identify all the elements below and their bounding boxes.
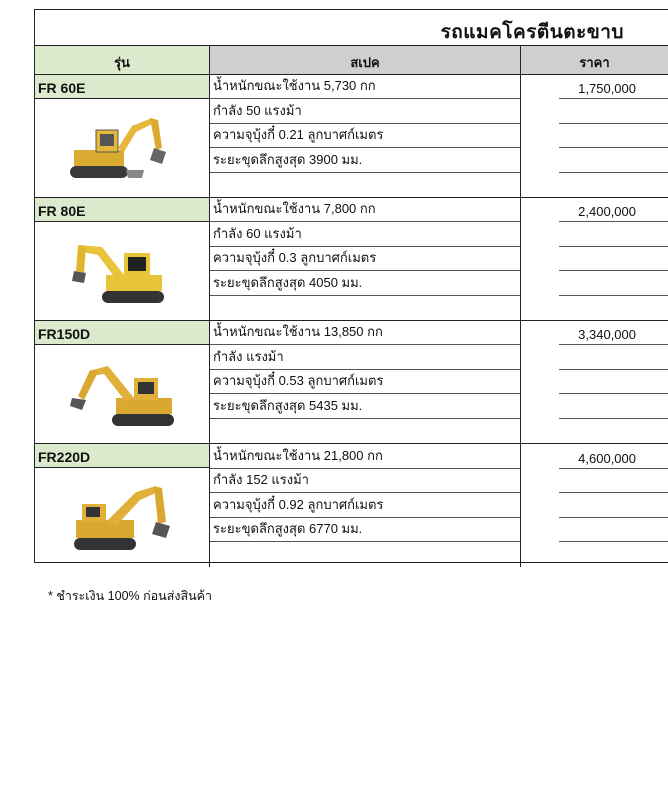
- model-cell: [35, 198, 210, 320]
- spec-line: น้ำหนักขณะใช้งาน 13,850 กก: [210, 321, 520, 345]
- excavator-image: [35, 99, 209, 197]
- excavator-image: [35, 222, 209, 320]
- model-header: รุ่น: [35, 46, 210, 74]
- price-blank: [559, 542, 668, 567]
- spec-line: ระยะขุดลึกสูงสุด 4050 มม.: [210, 271, 520, 295]
- spec-cell: [210, 321, 521, 443]
- model-name: FR 60E: [35, 75, 209, 99]
- price-cell: [521, 321, 668, 443]
- spec-line: ระยะขุดลึกสูงสุด 6770 มม.: [210, 518, 520, 543]
- price-blank: [559, 271, 668, 295]
- price-sheet: [34, 9, 668, 563]
- spec-line: กำลัง 50 แรงม้า: [210, 99, 520, 123]
- price-blank: [559, 247, 668, 271]
- price-blank: [559, 124, 668, 148]
- excavator-icon: [62, 108, 182, 188]
- product-row-fr80e: [35, 198, 668, 321]
- price-blank: [559, 370, 668, 394]
- spec-line: น้ำหนักขณะใช้งาน 5,730 กก: [210, 75, 520, 99]
- spec-header: สเปค: [210, 46, 521, 74]
- header-row: [35, 46, 668, 75]
- excavator-icon: [62, 231, 182, 311]
- product-row-fr150d: [35, 321, 668, 444]
- spec-line: กำลัง แรงม้า: [210, 345, 520, 369]
- excavator-image: [35, 468, 209, 567]
- excavator-image: [35, 345, 209, 443]
- price-blank: [559, 394, 668, 418]
- spec-line: ความจุบุ้งกี๋ 0.3 ลูกบาศก์เมตร: [210, 247, 520, 271]
- price-value: 2,400,000: [559, 198, 668, 222]
- spec-line: น้ำหนักขณะใช้งาน 7,800 กก: [210, 198, 520, 222]
- spec-cell: [210, 75, 521, 197]
- price-value: 1,750,000: [559, 75, 668, 99]
- price-blank: [559, 419, 668, 443]
- spec-line: ความจุบุ้งกี๋ 0.21 ลูกบาศก์เมตร: [210, 124, 520, 148]
- model-name: FR150D: [35, 321, 209, 345]
- product-row-fr60e: [35, 75, 668, 198]
- price-blank: [559, 493, 668, 518]
- price-header: ราคา: [521, 46, 668, 74]
- spec-line: [210, 542, 520, 567]
- model-cell: [35, 75, 210, 197]
- spec-line: [210, 296, 520, 320]
- excavator-icon: [62, 354, 182, 434]
- price-value: 4,600,000: [559, 444, 668, 469]
- price-cell: [521, 444, 668, 567]
- price-blank: [559, 222, 668, 246]
- price-blank: [559, 99, 668, 123]
- model-cell: [35, 321, 210, 443]
- price-blank: [559, 148, 668, 172]
- spec-cell: [210, 444, 521, 567]
- spec-line: ระยะขุดลึกสูงสุด 3900 มม.: [210, 148, 520, 172]
- title-row: [35, 10, 668, 46]
- product-row-fr220d: [35, 444, 668, 567]
- model-name: FR 80E: [35, 198, 209, 222]
- model-name: FR220D: [35, 444, 209, 468]
- payment-note: * ชำระเงิน 100% ก่อนส่งสินค้า: [48, 589, 213, 603]
- price-blank: [559, 469, 668, 494]
- spec-line: [210, 173, 520, 197]
- price-cell: [521, 198, 668, 320]
- sheet-title: รถแมคโครตีนตะขาบ: [440, 22, 624, 43]
- price-blank: [559, 345, 668, 369]
- spec-line: ความจุบุ้งกี๋ 0.92 ลูกบาศก์เมตร: [210, 493, 520, 518]
- spec-line: ระยะขุดลึกสูงสุด 5435 มม.: [210, 394, 520, 418]
- price-cell: [521, 75, 668, 197]
- spec-line: [210, 419, 520, 443]
- spec-line: ความจุบุ้งกี๋ 0.53 ลูกบาศก์เมตร: [210, 370, 520, 394]
- spec-line: กำลัง 152 แรงม้า: [210, 469, 520, 494]
- spec-cell: [210, 198, 521, 320]
- price-blank: [559, 173, 668, 197]
- spec-line: กำลัง 60 แรงม้า: [210, 222, 520, 246]
- model-cell: [35, 444, 210, 567]
- spec-line: น้ำหนักขณะใช้งาน 21,800 กก: [210, 444, 520, 469]
- price-blank: [559, 296, 668, 320]
- price-blank: [559, 518, 668, 543]
- price-value: 3,340,000: [559, 321, 668, 345]
- excavator-icon: [62, 478, 182, 558]
